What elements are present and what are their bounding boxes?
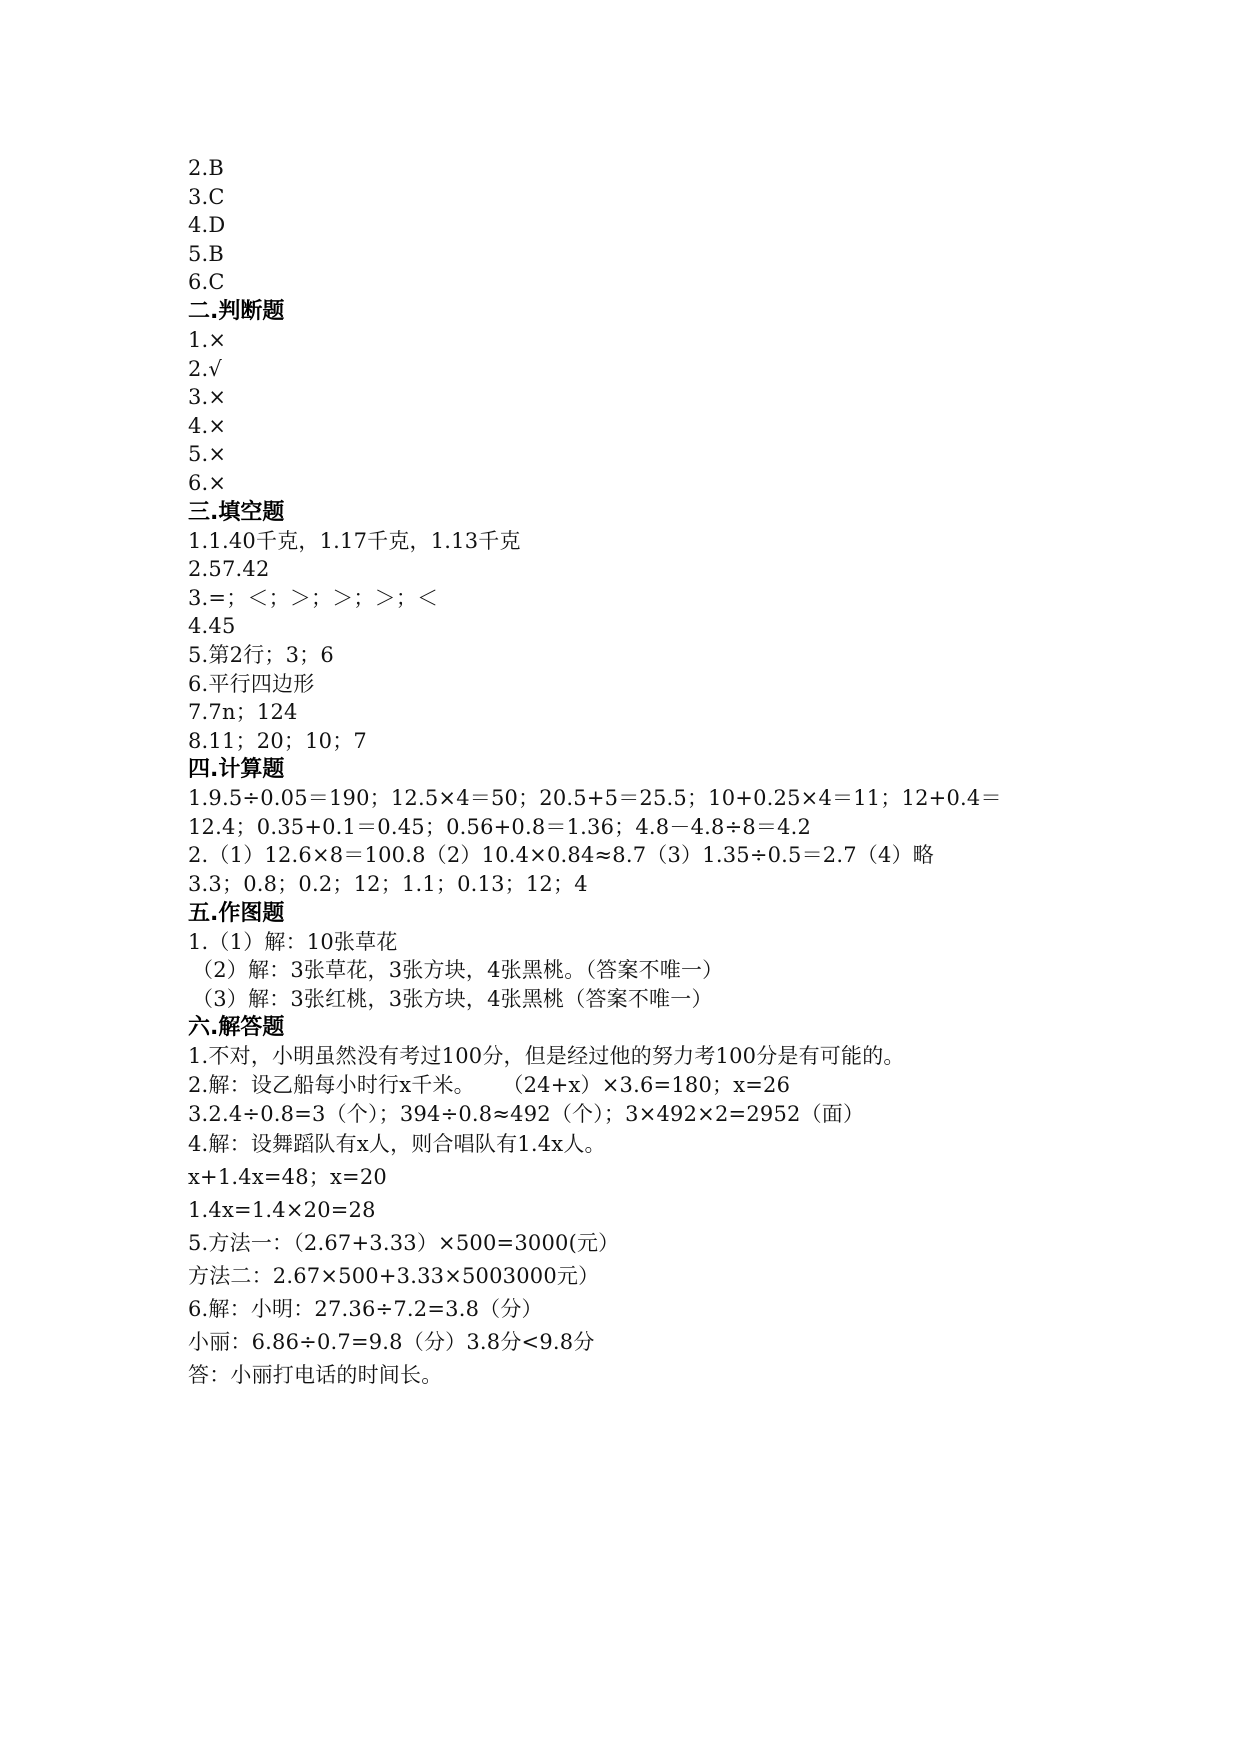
answer-line: 2.57.42 [188, 557, 270, 582]
answer-line: 8.11；20；10；7 [188, 728, 367, 753]
answer-line: 12.4；0.35+0.1＝0.45；0.56+0.8＝1.36；4.8－4.8÷8＝4.2 [188, 814, 812, 839]
choice-answer: 3.C [188, 184, 225, 209]
answer-line: 2.（1）12.6×8＝100.8（2）10.4×0.84≈8.7（3）1.35÷0.5＝2.7（4）略 [188, 843, 934, 868]
answer-line: 1.4x=1.4×20=28 [188, 1198, 376, 1223]
choice-answer: 4.D [188, 213, 226, 238]
answer-line: 3.2.4÷0.8=3（个）；394÷0.8≈492（个）；3×492×2=2952（面） [188, 1101, 865, 1126]
answer-line: 5.第2行；3；6 [188, 642, 334, 667]
answer-content [188, 154, 1088, 1392]
section-calculation [188, 755, 1088, 898]
answer-line: 4.45 [188, 614, 236, 639]
section-heading: 三.填空题 [188, 499, 285, 525]
answer-line: 3.× [188, 385, 227, 410]
section-heading: 二.判断题 [188, 298, 285, 324]
final-answer: 答：小丽打电话的时间长。 [188, 1363, 443, 1388]
answer-line: 方法二：2.67×500+3.33×5003000元） [188, 1264, 600, 1289]
choice-answers [188, 154, 1088, 297]
answer-line: x+1.4x=48；x=20 [188, 1165, 387, 1190]
section-fill-blank [188, 498, 1088, 756]
answer-line: 5.方法一：（2.67+3.33）×500=3000(元） [188, 1231, 620, 1256]
answer-line: 6.解：小明：27.36÷7.2=3.8（分） [188, 1297, 543, 1322]
answer-line: 4.解：设舞蹈队有x人，则合唱队有1.4x人。 [188, 1132, 606, 1157]
answer-line: 3.=；＜；＞；＞；＞；＜ [188, 585, 439, 610]
answer-line: 4.× [188, 413, 227, 438]
answer-line: 1.9.5÷0.05＝190；12.5×4＝50；20.5+5＝25.5；10+0.25×4＝11；12+0.4＝ [188, 786, 1002, 811]
section-heading: 六.解答题 [188, 1015, 285, 1041]
answer-line: （2）解：3张草花，3张方块，4张黑桃。（答案不唯一） [192, 958, 724, 983]
answer-line: 1.× [188, 327, 227, 352]
answer-line: 1.1.40千克，1.17千克，1.13千克 [188, 528, 521, 553]
answer-line: 6.× [188, 470, 227, 495]
answer-line: 小丽：6.86÷0.7=9.8（分）3.8分<9.8分 [188, 1330, 595, 1355]
answer-line: 6.平行四边形 [188, 671, 315, 696]
section-word-problems [188, 1013, 1088, 1392]
answer-line: 7.7n；124 [188, 700, 298, 725]
answer-line: 5.× [188, 442, 227, 467]
answer-line: 1.不对，小明虽然没有考过100分，但是经过他的努力考100分是有可能的。 [188, 1044, 905, 1069]
answer-line: 3.3；0.8；0.2；12；1.1；0.13；12；4 [188, 872, 588, 897]
section-heading: 四.计算题 [188, 757, 285, 783]
choice-answer: 5.B [188, 241, 225, 266]
choice-answer: 6.C [188, 270, 225, 295]
answer-line: 1.（1）解：10张草花 [188, 929, 398, 954]
section-judgement [188, 297, 1088, 498]
section-heading: 五.作图题 [188, 900, 285, 926]
choice-answer: 2.B [188, 156, 225, 180]
section-drawing [188, 899, 1088, 1014]
answer-line: （3）解：3张红桃，3张方块，4张黑桃（答案不唯一） [192, 986, 713, 1011]
answer-line: 2.解：设乙船每小时行x千米。 （24+x）×3.6=180；x=26 [188, 1073, 791, 1098]
answer-line: 2.√ [188, 356, 223, 381]
